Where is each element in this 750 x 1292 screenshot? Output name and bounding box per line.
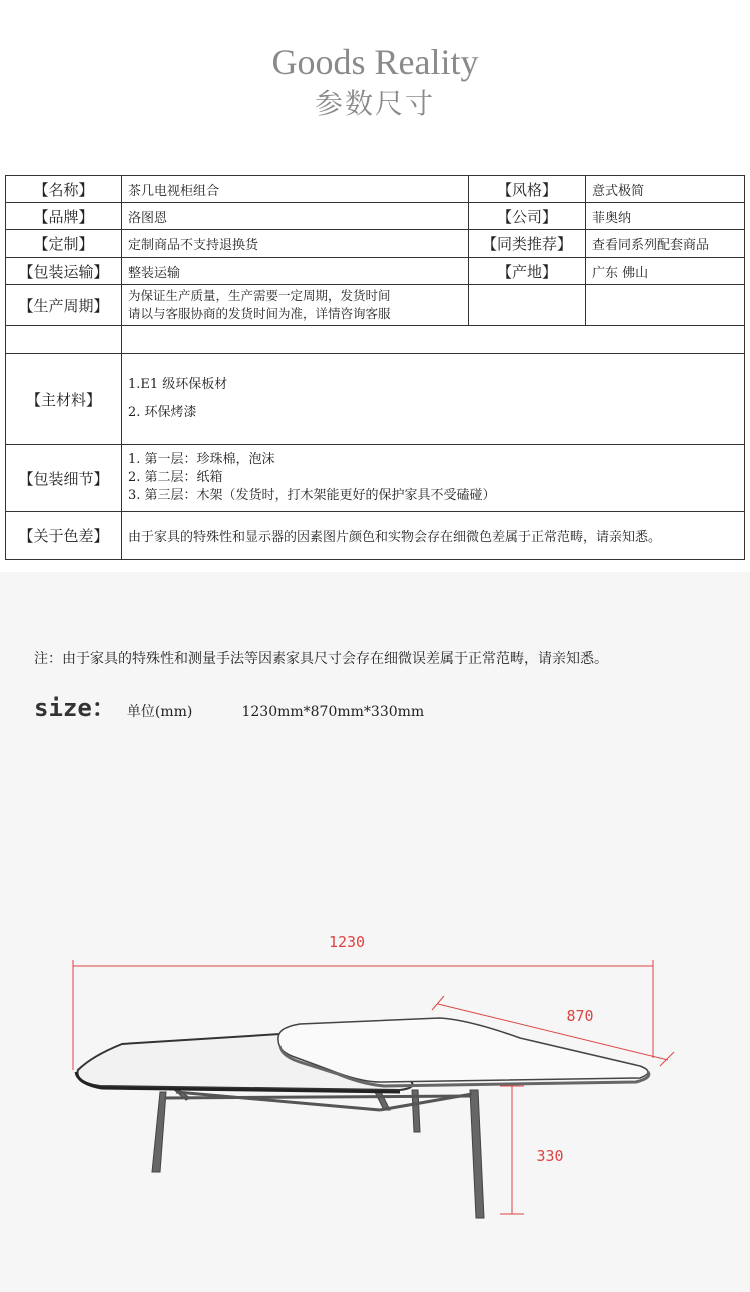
similar-label: 【同类推荐】 <box>469 230 586 258</box>
style-label: 【风格】 <box>469 176 586 203</box>
empty-cell <box>586 285 745 326</box>
spec-table <box>5 175 745 560</box>
brand-label: 【品牌】 <box>6 203 122 230</box>
custom-label: 【定制】 <box>6 230 122 258</box>
empty-cell <box>469 285 586 326</box>
table-frame <box>164 1092 472 1110</box>
material-line: 2. 环保烤漆 <box>128 405 197 420</box>
similar-value: 查看同系列配套商品 <box>586 230 745 258</box>
packing-line: 2. 第二层：纸箱 <box>128 470 223 485</box>
brand-value: 洛图恩 <box>122 203 469 230</box>
cycle-line: 请以与客服协商的发货时间为准，详情咨询客服 <box>128 306 391 321</box>
shipping-label: 【包装运输】 <box>6 258 122 285</box>
origin-value: 广东 佛山 <box>586 258 745 285</box>
empty-cell <box>6 326 122 354</box>
spec-row <box>6 512 745 560</box>
material-value <box>122 354 745 445</box>
name-label: 【名称】 <box>6 176 122 203</box>
cycle-label: 【生产周期】 <box>6 285 122 326</box>
origin-label: 【产地】 <box>469 258 586 285</box>
company-label: 【公司】 <box>469 203 586 230</box>
width-dimension-label: 1230 <box>328 933 366 951</box>
style-value: 意式极简 <box>586 176 745 203</box>
cycle-line: 为保证生产质量，生产需要一定周期，发货时间 <box>128 288 391 303</box>
size-dimensions: 1230mm*870mm*330mm <box>241 704 425 720</box>
material-line: 1.E1 级环保板材 <box>128 377 228 392</box>
shipping-value: 整装运输 <box>122 258 469 285</box>
size-note: 注：由于家具的特殊性和测量手法等因素家具尺寸会存在细微误差属于正常范畴，请亲知悉。 <box>34 651 608 667</box>
spec-row <box>6 285 745 326</box>
company-value: 菲奥纳 <box>586 203 745 230</box>
packing-label: 【包装细节】 <box>6 445 122 512</box>
packing-line: 1. 第一层：珍珠棉，泡沫 <box>128 452 275 467</box>
size-unit: 单位(mm) <box>126 704 193 720</box>
spec-row-empty <box>6 326 745 354</box>
depth-dimension-label: 870 <box>566 1007 594 1025</box>
cycle-value <box>122 285 469 326</box>
spec-row <box>6 176 745 203</box>
color-value: 由于家具的特殊性和显示器的因素图片颜色和实物会存在细微色差属于正常范畴，请亲知悉。 <box>122 512 745 560</box>
coffee-table-drawing <box>0 920 750 1240</box>
title-chinese: 参数尺寸 <box>314 87 435 120</box>
spec-row <box>6 258 745 285</box>
spec-row <box>6 445 745 512</box>
empty-cell <box>122 326 745 354</box>
size-row <box>34 688 425 722</box>
color-label: 【关于色差】 <box>6 512 122 560</box>
page-header <box>0 40 750 124</box>
spec-row <box>6 354 745 445</box>
name-value: 茶几电视柜组合 <box>122 176 469 203</box>
title-english: Goods Reality <box>271 42 479 82</box>
packing-line: 3. 第三层：木架（发货时，打木架能更好的保护家具不受磕碰） <box>128 488 496 503</box>
spec-row <box>6 203 745 230</box>
size-label: size： <box>34 694 116 722</box>
material-label: 【主材料】 <box>6 354 122 445</box>
table-legs <box>152 1088 484 1218</box>
height-dimension-label: 330 <box>536 1147 564 1165</box>
custom-value: 定制商品不支持退换货 <box>122 230 469 258</box>
packing-value <box>122 445 745 512</box>
spec-row <box>6 230 745 258</box>
